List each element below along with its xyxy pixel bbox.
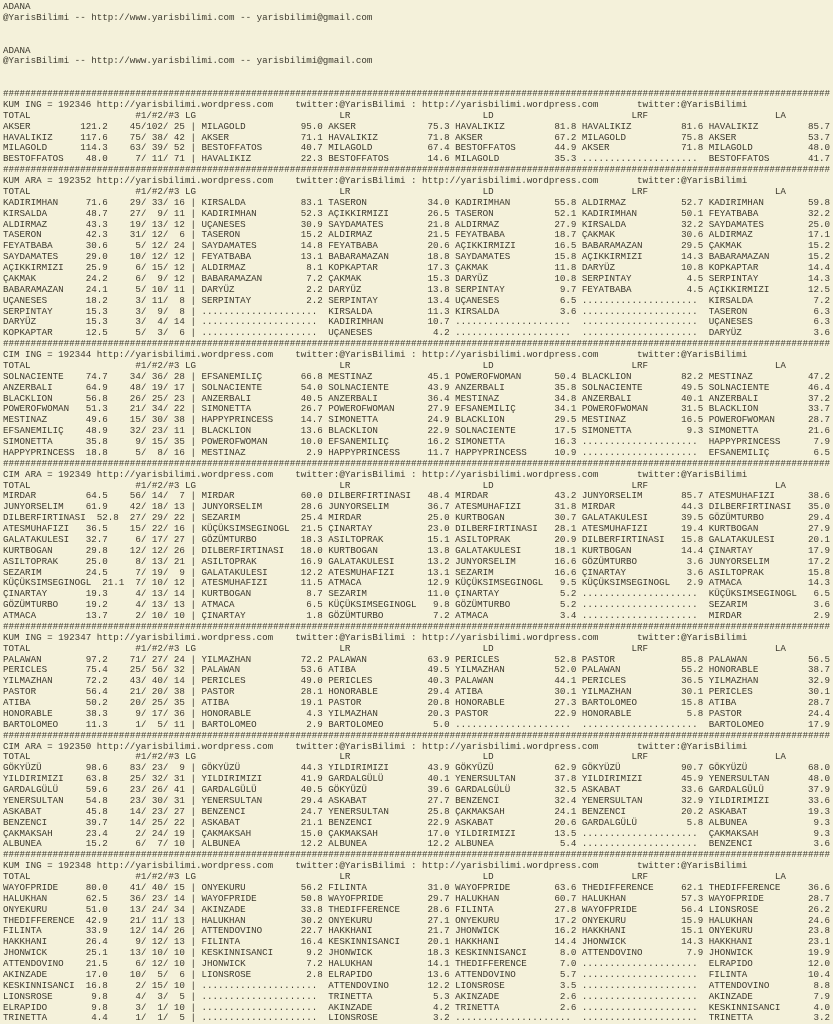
table-row: FEYATBABA 30.6 5/ 12/ 24 | SAYDAMATES 14.8 FEYATBABA 20.6 AÇIKKIRMIZI 16.5 BABARAMAZAN 29.5 ÇAKMAK 15.2 [3,240,831,252]
file-header-block-1 [3,2,833,46]
section-divider: ###################################################################################################################################################### [3,164,831,176]
table-row: ONYEKURU 51.0 13/ 24/ 34 | AKINZADE 33.8 THEDIFFERENCE 28.6 FILINTA 27.8 WAYOFPRIDE 56.4 LIONSROSE 26.2 [3,903,831,915]
report-sections [3,89,833,1024]
table-row: HAVALIKIZ 117.6 75/ 38/ 42 | AKSER 71.1 HAVALIKIZ 71.8 AKSER 67.2 MILAGOLD 75.8 AKSER 53.7 [3,131,831,143]
section-title: CIM ARA = 192350 http://yarisbilimi.wordpress.com twitter:@YarisBilimi : http://yarisbilimi.wordpress.com twitter:@YarisBilimi [3,740,748,752]
table-row: AKINZADE 17.0 10/ 5/ 6 | LIONSROSE 2.8 ELRAPIDO 13.6 ATTENDOVINO 5.7 ..................... FILINTA 10.4 [3,968,831,980]
column-header-row: TOTAL #1/#2/#3 LG LR LD LRF LA [3,109,786,121]
table-row: AKSER 121.2 45/102/ 25 | MILAGOLD 95.0 AKSER 75.3 HAVALIKIZ 81.8 HAVALIKIZ 81.6 HAVALIKIZ 85.7 [3,120,831,132]
table-row: LIONSROSE 9.8 4/ 3/ 5 | ..................... TRINETTA 5.3 AKINZADE 2.6 ..................... AKINZADE 7.9 [3,990,831,1002]
table-row: GARDALGÜLÜ 59.6 23/ 26/ 41 | GARDALGÜLÜ 40.5 GÖKYÜZÜ 39.6 GARDALGÜLÜ 32.5 ASKABAT 33.6 GARDALGÜLÜ 37.9 [3,784,831,795]
table-row: KESKINNISANCI 16.8 2/ 15/ 10 | ..................... ATTENDOVINO 12.2 LIONSROSE 3.5 ..................... ATTENDOVINO 8.8 [3,979,831,991]
section-divider: ###################################################################################################################################################### [3,88,831,99]
table-row: HONORABLE 38.3 9/ 17/ 36 | HONORABLE 4.3 YILMAZHAN 20.3 PASTOR 22.9 HONORABLE 5.8 PASTOR 24.4 [3,707,831,719]
table-row: JHONWICK 25.1 13/ 10/ 10 | KESKINNISANCI 9.2 JHONWICK 18.3 KESKINNISANCI 8.0 ATTENDOVINO 7.9 JHONWICK 19.9 [3,947,831,959]
column-header-row: TOTAL #1/#2/#3 LG LR LD LRF LA [3,185,786,197]
table-row: KIRSALDA 48.7 27/ 9/ 11 | KADIRIMHAN 52.3 AÇIKKIRMIZI 26.5 TASERON 52.1 KADIRIMHAN 50.1 FEYATBABA 32.2 [3,207,831,219]
table-row: FILINTA 33.9 12/ 14/ 26 | ATTENDOVINO 22.7 HAKKHANI 21.7 JHONWICK 16.2 HAKKHANI 15.1 ONYEKURU 23.8 [3,925,831,937]
table-row: BARTOLOMEO 11.3 1/ 5/ 11 | BARTOLOMEO 2.9 BARTOLOMEO 5.0 ..................... ..................... BARTOLOMEO 17.9 [3,718,831,730]
section-title: CIM ARA = 192349 http://yarisbilimi.wordpress.com twitter:@YarisBilimi : http://yarisbilimi.wordpress.com twitter:@YarisBilimi [3,468,748,480]
section-divider: ###################################################################################################################################################### [3,849,831,861]
section-divider: ###################################################################################################################################################### [3,620,831,632]
table-row: ANZERBALI 64.9 48/ 19/ 17 | SOLNACIENTE 54.0 SOLNACIENTE 43.9 ANZERBALI 35.8 SOLNACIENTE 49.5 SOLNACIENTE 46.4 [3,381,831,393]
table-row: BLACKLION 56.8 26/ 25/ 23 | ANZERBALI 40.5 ANZERBALI 36.4 MESTINAZ 34.8 ANZERBALI 40.1 ANZERBALI 37.2 [3,392,831,404]
table-row: YILDIRIMIZI 63.8 25/ 32/ 31 | YILDIRIMIZI 41.9 GARDALGÜLÜ 40.1 YENERSULTAN 37.8 YILDIRIMIZI 45.9 YENERSULTAN 48.0 [3,773,831,785]
blank-line [3,35,833,46]
table-row: BENZENCI 39.7 14/ 25/ 22 | ASKABAT 21.1 BENZENCI 22.9 ASKABAT 20.6 GARDALGÜLÜ 5.8 ALBUNEA 9.3 [3,816,831,828]
table-row: ÇAKMAKSAH 23.4 2/ 24/ 19 | ÇAKMAKSAH 15.0 ÇAKMAKSAH 17.0 YILDIRIMIZI 13.5 ..................... ÇAKMAKSAH 9.3 [3,827,831,839]
table-row: WAYOFPRIDE 80.0 41/ 40/ 15 | ONYEKURU 56.2 FILINTA 31.0 WAYOFPRIDE 63.6 THEDIFFERENCE 62.1 THEDIFFERENCE 36.6 [3,881,831,893]
section-divider: ###################################################################################################################################################### [3,729,831,741]
table-row: JUNYORSELIM 61.9 42/ 18/ 13 | JUNYORSELIM 28.6 JUNYORSELIM 36.7 ATESMUHAFIZI 31.8 MIRDAR 44.3 DILBERFIRTINASI 35.0 [3,501,831,513]
table-row: ÇINARTAY 19.3 4/ 13/ 14 | KURTBOGAN 8.7 SEZARIM 11.0 ÇINARTAY 5.2 ..................... KÜÇÜKSIMSEGINOGL 6.5 [3,588,831,600]
table-row: SIMONETTA 35.8 9/ 15/ 35 | POWEROFWOMAN 10.0 EFSANEMILIÇ 16.2 SIMONETTA 16.3 ..................... HAPPYPRINCESS 7.9 [3,436,831,447]
byline: @YarisBilimi -- http://www.yarisbilimi.com -- yarisbilimi@gmail.com [3,55,373,67]
section-title: KUM ING = 192346 http://yarisbilimi.wordpress.com twitter:@YarisBilimi : http://yarisbilimi.wordpress.com twitter:@YarisBilimi [3,98,748,110]
table-row: DARYÜZ 15.3 3/ 4/ 14 | ..................... KADIRIMHAN 10.7 ..................... ..................... UÇANESES 6.3 [3,316,831,328]
column-header-row: TOTAL #1/#2/#3 LG LR LD LRF LA [3,359,786,371]
column-header-row: TOTAL #1/#2/#3 LG LR LD LRF LA [3,751,786,763]
table-row: HAPPYPRINCESS 18.8 5/ 8/ 16 | MESTINAZ 2.9 HAPPYPRINCESS 11.7 HAPPYPRINCESS 10.9 ..................... EFSANEMILIÇ 6.5 [3,446,831,458]
section-title: CIM ING = 192344 http://yarisbilimi.wordpress.com twitter:@YarisBilimi : http://yarisbilimi.wordpress.com twitter:@YarisBilimi [3,349,748,360]
table-row: EFSANEMILIÇ 48.9 32/ 23/ 11 | BLACKLION 13.6 BLACKLION 22.9 SOLNACIENTE 17.5 SIMONETTA 9.3 SIMONETTA 21.6 [3,425,831,437]
table-row: BESTOFFATOS 48.0 7/ 11/ 71 | HAVALIKIZ 22.3 BESTOFFATOS 14.6 MILAGOLD 35.3 ..................... BESTOFFATOS 41.7 [3,153,831,165]
table-row: MILAGOLD 114.3 63/ 39/ 52 | BESTOFFATOS 40.7 MILAGOLD 67.4 BESTOFFATOS 44.9 AKSER 71.8 MILAGOLD 48.0 [3,142,831,154]
section-title: KUM ING = 192348 http://yarisbilimi.wordpress.com twitter:@YarisBilimi : http://yarisbilimi.wordpress.com twitter:@YarisBilimi [3,860,748,872]
table-row: MIRDAR 64.5 56/ 14/ 7 | MIRDAR 60.0 DILBERFIRTINASI 48.4 MIRDAR 43.2 JUNYORSELIM 85.7 ATESMUHAFIZI 38.6 [3,490,831,502]
track-name: ADANA [3,1,31,12]
table-row: DILBERFIRTINASI 52.8 27/ 29/ 22 | SEZARIM 25.4 MIRDAR 25.0 KURTBOGAN 30.7 GALATAKULESI 39.5 GÖZÜMTURBO 29.4 [3,512,831,524]
table-row: SEZARIM 24.5 7/ 19/ 9 | GALATAKULESI 12.2 ATESMUHAFIZI 13.1 SEZARIM 16.6 ÇINARTAY 3.6 ASILTOPRAK 15.8 [3,566,831,578]
column-header-row: TOTAL #1/#2/#3 LG LR LD LRF LA [3,642,786,654]
table-row: ALBUNEA 15.2 6/ 7/ 10 | ALBUNEA 12.2 ALBUNEA 12.2 ALBUNEA 5.4 ..................... BENZENCI 3.6 [3,838,831,850]
table-row: TASERON 42.3 31/ 12/ 6 | TASERON 15.2 ALDIRMAZ 21.5 FEYATBABA 18.7 ÇAKMAK 30.6 ALDIRMAZ 17.1 [3,229,831,241]
table-row: KADIRIMHAN 71.6 29/ 33/ 16 | KIRSALDA 83.1 TASERON 34.0 KADIRIMHAN 55.8 ALDIRMAZ 52.7 KADIRIMHAN 59.8 [3,196,831,208]
table-row: BABARAMAZAN 24.1 5/ 10/ 11 | DARYÜZ 2.2 DARYÜZ 13.8 SERPINTAY 9.7 FEYATBABA 4.5 AÇIKKIRMIZI 12.5 [3,283,831,295]
table-row: GÖZÜMTURBO 19.2 4/ 13/ 13 | ATMACA 6.5 KÜÇÜKSIMSEGINOGL 9.8 GÖZÜMTURBO 5.2 ..................... SEZARIM 3.6 [3,599,831,611]
table-row: HAKKHANI 26.4 9/ 12/ 13 | FILINTA 16.4 KESKINNISANCI 20.1 HAKKHANI 14.4 JHONWICK 14.3 HAKKHANI 23.1 [3,936,831,948]
column-header-row: TOTAL #1/#2/#3 LG LR LD LRF LA [3,479,786,491]
column-header-row: TOTAL #1/#2/#3 LG LR LD LRF LA [3,871,786,882]
table-row: YILMAZHAN 72.2 43/ 40/ 14 | PERICLES 49.0 PERICLES 40.3 PALAWAN 44.1 PERICLES 36.5 YILMAZHAN 32.9 [3,675,831,687]
blank-line [3,24,833,35]
table-row: ATMACA 13.7 2/ 10/ 10 | ÇINARTAY 1.8 GÖZÜMTURBO 7.2 ATMACA 3.4 ..................... MIRDAR 2.9 [3,610,831,621]
table-row: THEDIFFERENCE 42.9 21/ 11/ 13 | HALUKHAN 30.2 ONYEKURU 27.1 ONYEKURU 17.2 ONYEKURU 15.9 HALUKHAN 24.6 [3,914,831,926]
table-row: ÇAKMAK 24.2 6/ 9/ 12 | BABARAMAZAN 7.2 ÇAKMAK 15.3 DARYÜZ 10.8 SERPINTAY 4.5 SERPINTAY 14.3 [3,272,831,284]
table-row: PERICLES 75.4 25/ 56/ 32 | PALAWAN 53.6 ATIBA 49.5 YILMAZHAN 52.0 PALAWAN 55.2 HONORABLE 38.7 [3,664,831,676]
track-name: ADANA [3,44,31,56]
table-row: ATESMUHAFIZI 36.5 15/ 22/ 16 | KÜÇÜKSIMSEGINOGL 21.5 ÇINARTAY 23.0 DILBERFIRTINASI 28.1 ATESMUHAFIZI 19.4 KURTBOGAN 27.9 [3,523,831,534]
table-row: PASTOR 56.4 21/ 20/ 38 | PASTOR 28.1 HONORABLE 29.4 ATIBA 30.1 YILMAZHAN 30.1 PERICLES 30.1 [3,686,831,698]
table-row: UÇANESES 18.2 3/ 11/ 8 | SERPINTAY 2.2 SERPINTAY 13.4 UÇANESES 6.5 ..................... KIRSALDA 7.2 [3,294,831,306]
section-title: KUM ING = 192347 http://yarisbilimi.wordpress.com twitter:@YarisBilimi : http://yarisbilimi.wordpress.com twitter:@YarisBilimi [3,631,748,643]
table-row: MESTINAZ 49.6 15/ 30/ 38 | HAPPYPRINCESS 14.7 SIMONETTA 24.9 BLACKLION 29.5 MESTINAZ 16.5 POWEROFWOMAN 28.7 [3,414,831,426]
byline: @YarisBilimi -- http://www.yarisbilimi.com -- yarisbilimi@gmail.com [3,11,373,23]
table-row: KURTBOGAN 29.8 12/ 12/ 26 | DILBERFIRTINASI 18.0 KURTBOGAN 13.8 GALATAKULESI 18.1 KURTBOGAN 14.4 ÇINARTAY 17.9 [3,544,831,556]
table-row: PALAWAN 97.2 71/ 27/ 24 | YILMAZHAN 72.2 PALAWAN 63.9 PERICLES 52.8 PASTOR 85.8 PALAWAN 56.5 [3,653,831,665]
table-row: ATIBA 50.2 20/ 25/ 35 | ATIBA 19.1 PASTOR 20.8 HONORABLE 27.3 BARTOLOMEO 15.8 ATIBA 28.7 [3,697,831,708]
table-row: SAYDAMATES 29.0 10/ 12/ 12 | FEYATBABA 13.1 BABARAMAZAN 18.8 SAYDAMATES 15.8 AÇIKKIRMIZI 14.3 BABARAMAZAN 15.2 [3,251,831,263]
section-divider: ###################################################################################################################################################### [3,457,831,469]
table-row: HALUKHAN 62.5 36/ 23/ 14 | WAYOFPRIDE 50.8 WAYOFPRIDE 29.7 HALUKHAN 60.7 HALUKHAN 57.3 WAYOFPRIDE 28.7 [3,892,831,904]
table-row: KÜÇÜKSIMSEGINOGL 21.1 7/ 10/ 12 | ATESMUHAFIZI 11.5 ATMACA 12.9 KÜÇÜKSIMSEGINOGL 9.5 KÜÇÜKSIMSEGINOGL 2.9 ATMACA 14.3 [3,577,831,589]
file-header-block-2 [3,46,833,90]
table-row: KOPKAPTAR 12.5 5/ 3/ 6 | ..................... UÇANESES 4.2 ..................... ..................... DARYÜZ 3.6 [3,327,831,339]
table-row: ALDIRMAZ 43.3 19/ 13/ 12 | UÇANESES 30.9 SAYDAMATES 21.8 ALDIRMAZ 27.9 KIRSALDA 32.2 SAYDAMATES 25.0 [3,218,831,230]
table-row: SERPINTAY 15.3 3/ 9/ 8 | ..................... KIRSALDA 11.3 KIRSALDA 3.6 ..................... TASERON 6.3 [3,305,831,317]
table-row: ASKABAT 45.8 14/ 23/ 27 | BENZENCI 24.7 YENERSULTAN 25.8 ÇAKMAKSAH 24.1 BENZENCI 20.2 ASKABAT 19.3 [3,805,831,817]
table-row: YENERSULTAN 54.8 23/ 30/ 31 | YENERSULTAN 29.4 ASKABAT 27.7 BENZENCI 32.4 YENERSULTAN 32.9 YILDIRIMIZI 33.6 [3,794,831,806]
table-row: GALATAKULESI 32.7 6/ 17/ 27 | GÖZÜMTURBO 18.3 ASILTOPRAK 15.1 ASILTOPRAK 20.9 DILBERFIRTINASI 15.8 GALATAKULESI 20.1 [3,533,831,545]
table-row: POWEROFWOMAN 51.3 21/ 34/ 22 | SIMONETTA 26.7 POWEROFWOMAN 27.9 EFSANEMILIÇ 34.1 POWEROFWOMAN 31.5 BLACKLION 33.7 [3,403,831,415]
table-row: GÖKYÜZÜ 98.6 83/ 23/ 9 | GÖKYÜZÜ 44.3 YILDIRIMIZI 43.9 GÖKYÜZÜ 62.9 GÖKYÜZÜ 90.7 GÖKYÜZÜ 68.0 [3,762,831,774]
table-row: ATTENDOVINO 21.5 6/ 12/ 10 | JHONWICK 7.2 HALUKHAN 14.1 THEDIFFERENCE 7.0 ..................... ELRAPIDO 12.0 [3,958,831,969]
section-divider: ###################################################################################################################################################### [3,338,831,350]
table-row: AÇIKKIRMIZI 25.9 6/ 15/ 12 | ALDIRMAZ 8.1 KOPKAPTAR 17.3 ÇAKMAK 11.8 DARYÜZ 10.8 KOPKAPTAR 14.4 [3,262,831,273]
table-row: SOLNACIENTE 74.7 34/ 36/ 28 | EFSANEMILIÇ 66.8 MESTINAZ 45.1 POWEROFWOMAN 50.4 BLACKLION 82.2 MESTINAZ 47.2 [3,370,831,382]
table-row: ASILTOPRAK 25.0 8/ 13/ 21 | ASILTOPRAK 16.9 GALATAKULESI 13.2 JUNYORSELIM 16.6 GÖZÜMTURBO 3.6 JUNYORSELIM 17.2 [3,555,831,567]
table-row: TRINETTA 4.4 1/ 1/ 5 | ..................... LIONSROSE 3.2 ..................... ..................... TRINETTA 3.2 [3,1012,831,1024]
blank-line [3,67,833,78]
section-title: KUM ARA = 192352 http://yarisbilimi.wordpress.com twitter:@YarisBilimi : http://yarisbilimi.wordpress.com twitter:@YarisBilimi [3,175,748,186]
table-row: ELRAPIDO 9.8 3/ 1/ 10 | ..................... AKINZADE 4.2 TRINETTA 2.6 ..................... KESKINNISANCI 4.0 [3,1001,831,1013]
